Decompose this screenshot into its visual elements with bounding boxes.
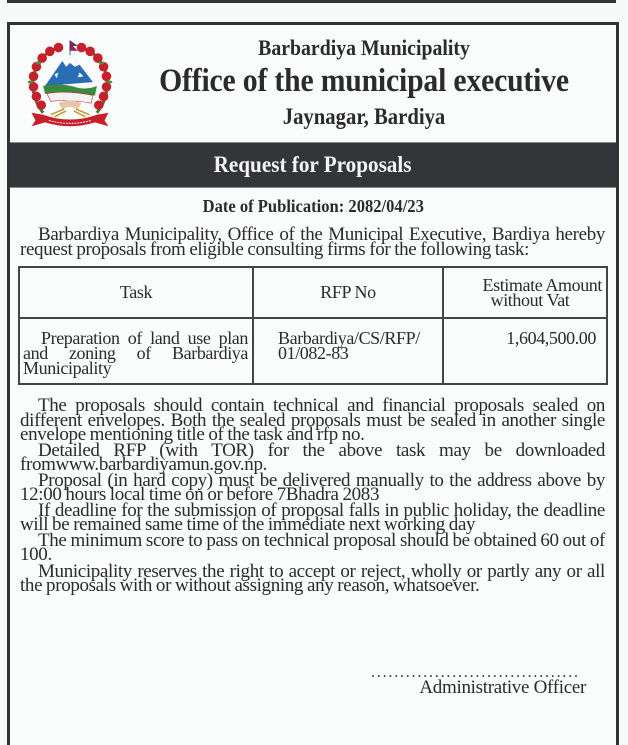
column-header-amount	[443, 267, 607, 318]
term-holiday-deadline: If deadline for the submission of proposal falls in public holiday, the deadline will be remained same time of the immediate next working day	[20, 499, 605, 535]
term-minimum-score: The minimum score to pass on technical proposal should be obtained 60 out of 100.	[20, 529, 605, 565]
office-name: Office of the municipal executive	[159, 63, 569, 99]
rfp-no-line1: Barbardiya/CS/RFP/	[278, 328, 420, 348]
wheat	[51, 109, 89, 117]
term-delivery-deadline: Proposal (in hard copy) must be delivered manually to the address above by 12:00 hours local time on or before 7Bhadra 2083	[20, 469, 605, 505]
amount-header-line2: without Vat	[490, 289, 570, 310]
notice-header	[10, 25, 616, 142]
motto-ribbon	[32, 113, 109, 126]
term-sealed-envelopes: The proposals should contain technical and financial proposals sealed on different envelopes. Both the sealed proposals must be sealed in another single envelope mentioning title of the task and rfp no.	[20, 395, 605, 445]
term-download-rfp: Detailed RFP (with TOR) for the above task may be downloaded fromwww.barbardiyamun.gov.np.	[20, 439, 605, 475]
rfp-no-line2: 01/082-83	[278, 343, 349, 363]
nepal-emblem-icon	[22, 36, 118, 132]
previous-notice-box-edge	[7, 0, 616, 3]
table-row	[19, 318, 607, 384]
signature-block	[365, 668, 597, 698]
publication-date-text: Date of Publication: 2082/04/23	[202, 196, 424, 216]
column-header-task: Task	[19, 267, 253, 318]
notice-title-band	[10, 142, 616, 188]
amount-header-line1: Estimate Amount	[482, 274, 602, 295]
notice-title: Request for Proposals	[214, 152, 412, 177]
rfp-table	[18, 266, 608, 385]
column-header-rfp-no: RFP No	[253, 267, 443, 318]
term-rights-reserved: Municipality reserves the right to accept or reject, wholly or partly any or all the proposals with or without assigning any reason, whatsoever.	[20, 560, 605, 596]
signatory-title: Administrative Officer	[419, 677, 586, 698]
table-header-row	[19, 267, 607, 318]
cell-amount: 1,604,500.00	[443, 318, 607, 384]
national-flag	[70, 41, 77, 55]
intro-paragraph: Barbardiya Municipality, Office of the Municipal Executive, Bardiya hereby request proposals from eligible consulting firms for the following task:	[20, 224, 605, 260]
terms-section	[10, 395, 616, 596]
office-location: Jaynagar, Bardiya	[282, 104, 446, 129]
publication-date	[10, 196, 616, 216]
organization-name: Barbardiya Municipality	[258, 35, 470, 60]
notice-frame	[7, 22, 619, 745]
signature-line: ....................................	[371, 668, 580, 678]
cell-rfp-no	[253, 318, 443, 384]
cell-task: Preparation of land use plan and zoning of Barbardiya Municipality	[19, 318, 253, 384]
header-text-block	[120, 25, 608, 130]
